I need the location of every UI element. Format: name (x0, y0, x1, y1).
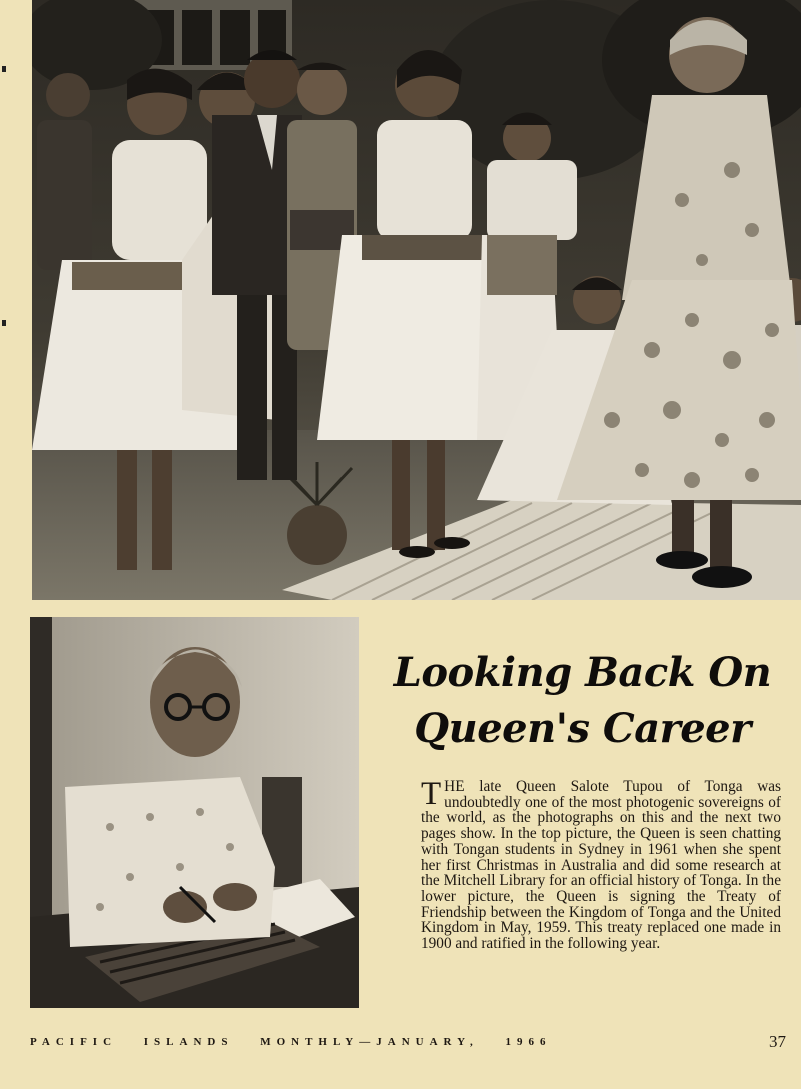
margin-mark (2, 66, 6, 72)
headline-line-2: Queen's Career (414, 705, 751, 752)
margin-mark (2, 320, 6, 326)
article-headline (370, 645, 795, 757)
top-photograph-students-with-queen (32, 0, 801, 600)
article-body-text: HE late Queen Salote Tupou of Tonga was undoubtedly one of the most photogenic sovereigns of the world, as the photographs on this and the next two pages show. In the top picture, the Queen is seen chatting with Tongan students in Sydney in 1961 when she spent her first Christmas in Australia and did some research at the Mitchell Library for an official history of Tonga. In the lower picture, the Queen is signing the Treaty of Friendship between the Kingdom of Tonga and the United Kingdom in May, 1959. This treaty replaced one made in 1900 and ratified in the following year. (421, 778, 781, 953)
bottom-photograph-queen-signing-treaty (30, 617, 359, 1008)
article-body (421, 776, 781, 953)
page-number: 37 (769, 1032, 786, 1051)
page-footer (30, 1032, 790, 1056)
running-footer: PACIFIC ISLANDS MONTHLY—JANUARY, 1966 (30, 1036, 552, 1048)
drop-cap: T (421, 776, 442, 812)
headline-line-1: Looking Back On (393, 649, 772, 696)
